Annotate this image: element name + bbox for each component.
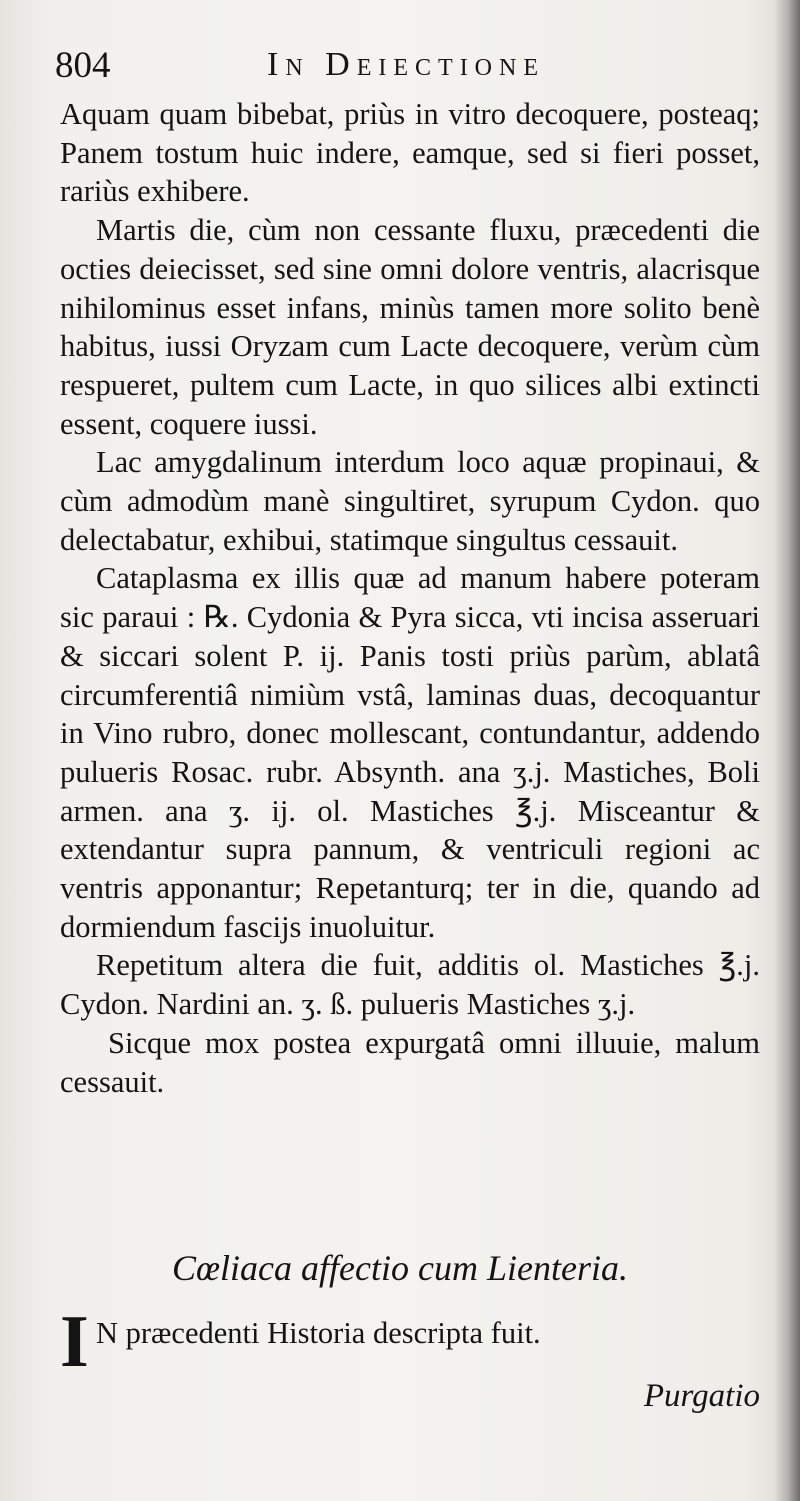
page-number: 804 [55,45,111,86]
paragraph-3: Lac amygdalinum interdum loco aquæ propinaui, & cùm admodùm manè singultiret, syrupum Cydon. quo delectabatur, exhibui, statimque singultus cessauit. [60,445,760,557]
section-title: Cœliaca affectio cum Lienteria. [172,1248,628,1288]
intro-text: N præcedenti Historia descripta fuit. [96,1316,541,1350]
paragraph-1: Aquam quam bibebat, priùs in vitro decoquere, posteaq; Panem tostum huic indere, eamque, sed si fieri posset, rariùs exhibere. [60,97,760,209]
intro-line [60,1301,760,1383]
catchword: Purgatio [643,1378,760,1414]
paragraph-5: Repetitum altera die fuit, additis ol. Mastiches ℥.j. Cydon. Nardini an. ʒ. ß. pulueris Mastiches ʒ.j. [60,948,760,1022]
paragraph-2: Martis die, cùm non cessante fluxu, præcedenti die octies deiecisset, sed sine omni dolore ventris, alacrisque nihilominus esset infans, minùs tamen more solito benè habitus, iussi Oryzam cum Lacte decoquere, verùm cùm respueret, pultem cum Lacte, in quo silices albi extincti essent, coquere iussi. [60,213,760,441]
paragraph-4: Cataplasma ex illis quæ ad manum habere poteram sic paraui : ℞. Cydonia & Pyra sicca, vti incisa asseruari & siccari solent P. ij. Panis tosti priùs parùm, ablatâ circumferentiâ nimiùm vstâ, laminas duas, decoquantur in Vino rubro, donec mollescant, contundantur, addendo pulueris Rosac. rubr. Absynth. ana ʒ.j. Mastiches, Boli armen. ana ʒ. ij. ol. Mastiches ℥.j. Misceantur & extendantur supra pannum, & ventriculi regioni ac ventris apponantur; Repetanturq; ter in die, quando ad dormiendum fascijs inuoluitur. [60,561,760,944]
drop-cap: I [60,1301,89,1383]
paragraph-6: Sicque mox postea expurgatâ omni illuuie, malum cessauit. [60,1025,760,1099]
body-text [60,95,760,1101]
running-head: In Deiectione [267,46,546,83]
page-header [55,40,755,90]
